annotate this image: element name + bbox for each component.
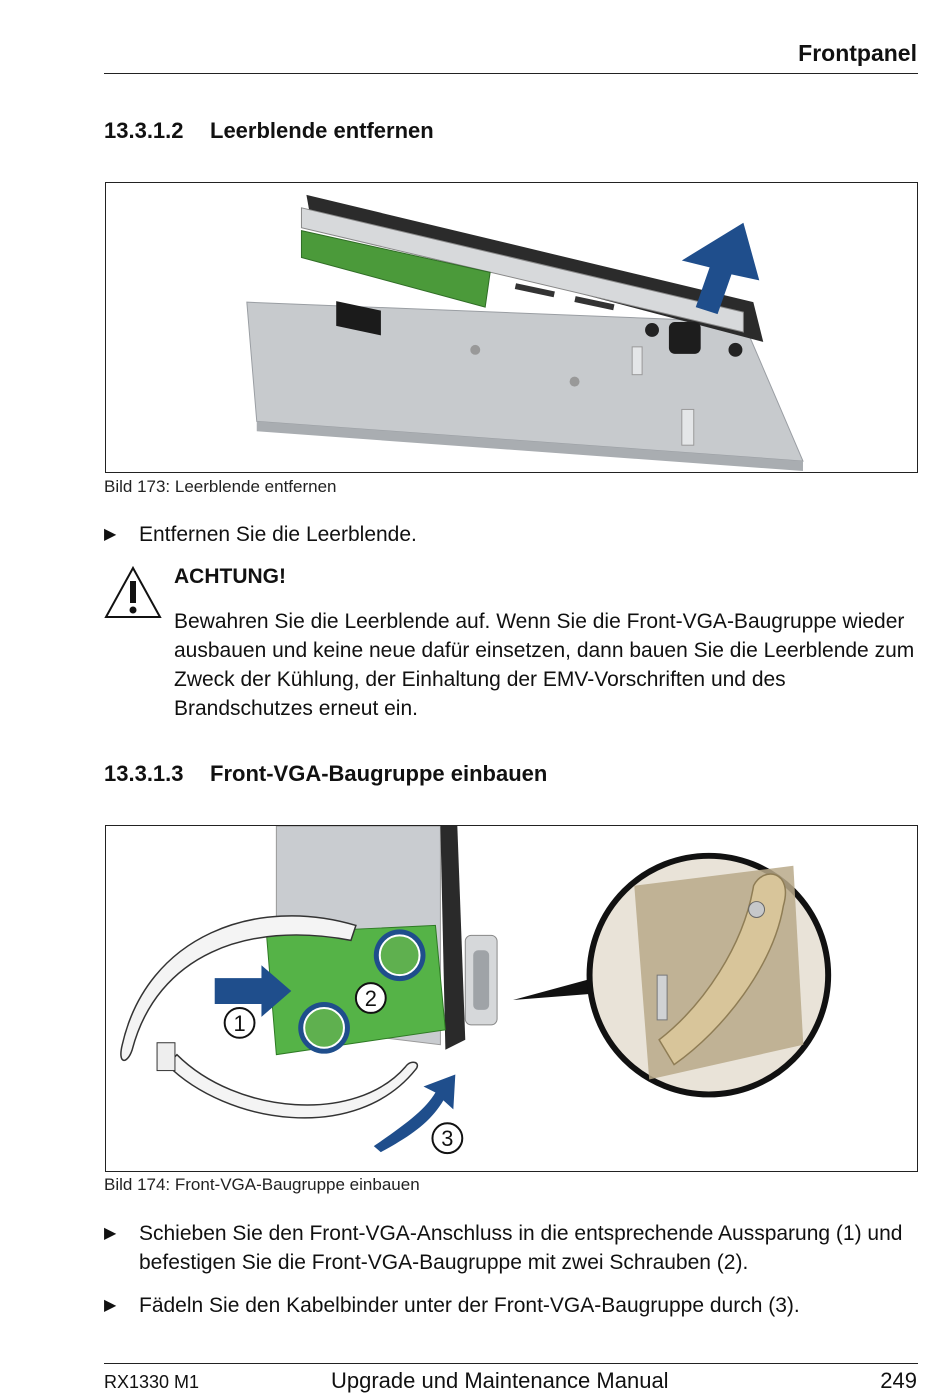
blank-cover [669,322,701,354]
warning-title: ACHTUNG! [174,565,286,588]
callout-1 [225,1008,255,1038]
svg-text:3: 3 [441,1126,454,1152]
callout-3 [432,1123,462,1153]
figure-caption: Bild 173: Leerblende entfernen [104,477,337,496]
footer-divider [104,1363,918,1364]
step-text: Schieben Sie den Front-VGA-Anschluss in die entsprechende Aussparung (1) und befestigen Sie die Front-VGA-Baugruppe mit zwei Schrauben (2). [139,1222,903,1274]
bullet-triangle-icon: ▶ [104,1225,117,1242]
screw-hole [470,345,480,355]
section-number: 13.3.1.3 [104,761,184,786]
section-heading-front-vga [104,761,547,787]
figure-174-illustration [106,826,917,1171]
standoff [682,409,694,445]
callout-2 [356,983,386,1013]
svg-text:1: 1 [233,1010,246,1036]
figure-caption: Bild 174: Front-VGA-Baugruppe einbauen [104,1175,420,1194]
section-title: Front-VGA-Baugruppe einbauen [210,761,548,786]
standoff [632,347,642,375]
running-header-title: Frontpanel [798,40,917,66]
step-text: Entfernen Sie die Leerblende. [139,523,417,546]
screw-icon [380,935,420,975]
figure-173-blank-removal [105,182,918,473]
vga-port [473,950,489,1010]
bullet-triangle-icon: ▶ [104,526,117,543]
screw-icon [304,1008,344,1048]
warning-text: Bewahren Sie die Leerblende auf. Wenn Sie die Front-VGA-Baugruppe wieder ausbauen und keine neue dafür einsetzen, dann bauen Sie die Leerblende zum Zweck der Kühlung, der Einhaltung der EMV-Vorschriften und des Brandschutzes erneut ein. [174,610,915,720]
bezel-hole [645,323,659,337]
instruction-step [104,520,918,549]
screw-hole [570,377,580,387]
svg-text:2: 2 [364,985,377,1011]
header-divider [104,73,918,74]
footer-model: RX1330 M1 [104,1372,200,1392]
footer-manual-title: Upgrade und Maintenance Manual [331,1368,669,1393]
page-number: 249 [880,1368,917,1393]
detail-screw [749,902,765,918]
instruction-step [104,1219,918,1277]
step-text: Fädeln Sie den Kabelbinder unter der Front-VGA-Baugruppe durch (3). [139,1294,800,1317]
figure-173-illustration [106,183,917,472]
section-heading-leerblende [104,118,434,144]
cable-tie-head [157,1043,175,1071]
bezel-hole [728,343,742,357]
section-title: Leerblende entfernen [210,118,434,143]
cable-tie-lower [167,1055,417,1118]
warning-triangle-icon [103,565,163,621]
section-number: 13.3.1.2 [104,118,184,143]
detail-standoff [657,975,667,1020]
bullet-triangle-icon: ▶ [104,1297,117,1314]
figure-174-vga-install [105,825,918,1172]
instruction-step [104,1291,918,1320]
